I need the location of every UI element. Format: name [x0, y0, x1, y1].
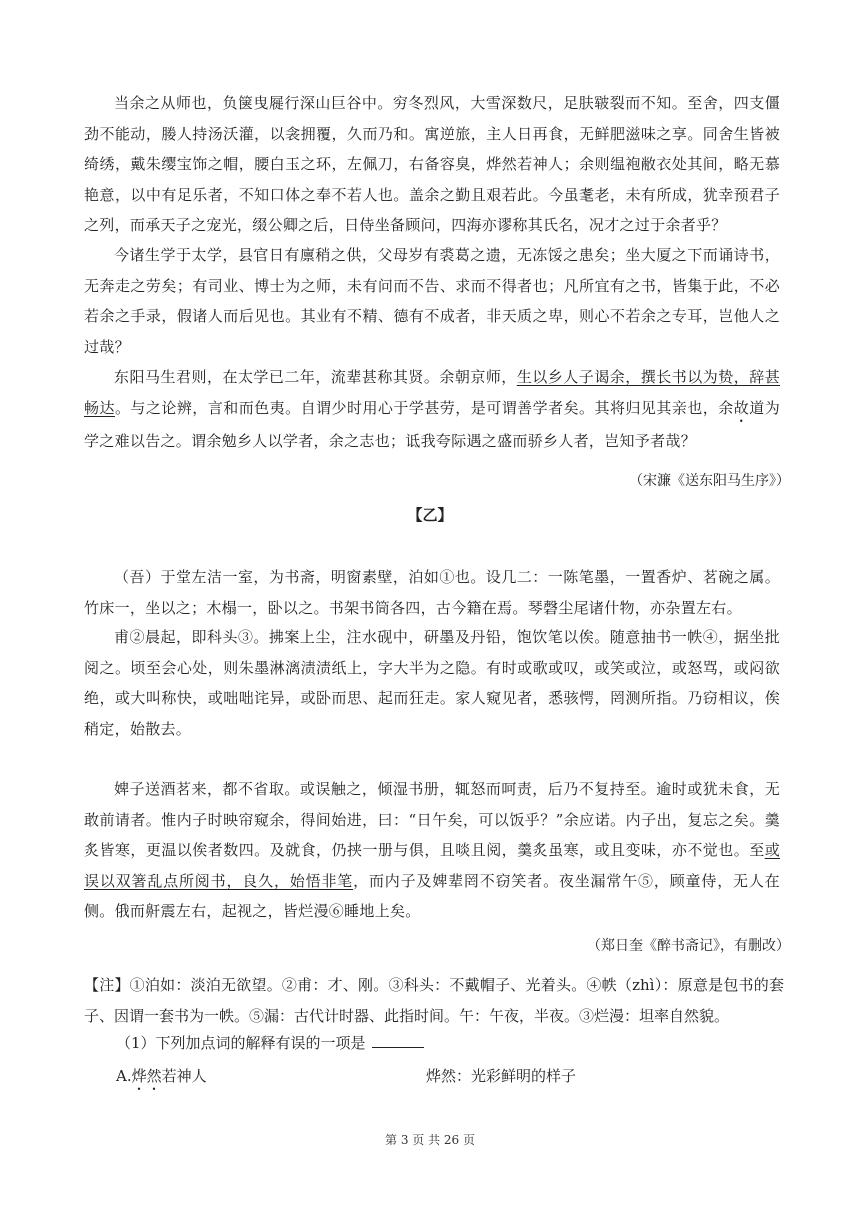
jia-paragraph-1: 当余之从师也，负箧曳屣行深山巨谷中。穷冬烈风，大雪深数尺，足肤皲裂而不知。至舍，四支僵劲不能动，媵人持汤沃灌，以衾拥覆，久而乃和。寓逆旅，主人日再食，无鲜肥滋味之享。同舍生皆被绮绣，戴朱缨宝饰之帽，腰白玉之环，左佩刀，右备容臭，烨然若神人；余则缊袍敝衣处其间，略无慕艳意，以中有足乐者，不知口体之奉不若人也。盖余之勤且艰若此。今虽耄老，未有所成，犹幸预君子之列，而承天子之宠光，缀公卿之后，日侍坐备顾问，四海亦谬称其氏名，况才之过于余者乎？	[84, 94, 780, 234]
yi-paragraph-1: （吾）于堂左洁一室，为书斋，明窗素壁，泊如①也。设几二：一陈笔墨，一置香炉、茗碗之属。竹床一，坐以之；木榻一，卧以之。书架书筒各四，古今籍在焉。琴磬尘尾诸什物，亦杂置左右。	[84, 568, 780, 617]
yi-paragraph-2: 甫②晨起，即科头③。拂案上尘，注水砚中，研墨及丹铅，饱饮笔以俟。随意抽书一帙④，据坐批阅之。顷至会心处，则朱墨淋漓渍渍纸上，字大半为之隐。有时或歌或叹，或笑或泣，或怒骂，或闷欲绝，或大叫称快，或咄咄诧异，或卧而思、起而狂走。家人窥见者，悉骇愕，罔测所指。乃窃相议，俟稍定，始散去。	[84, 628, 780, 738]
option-a-definition: 烨然：光彩鲜明的样子	[426, 1067, 577, 1085]
option-a-dotted-word: 烨然	[131, 1067, 162, 1085]
jia-paragraph-2: 今诸生学于太学，县官日有廪稍之供，父母岁有裘葛之遗，无冻馁之患矣；坐大厦之下而诵诗书，无奔走之劳矣；有司业、博士为之师，未有问而不告、求而不得者也；凡所宜有之书，皆集于此，不必若余之手录，假诸人而后见也。其业有不精、德有不成者，非天质之卑，则心不若余之专耳，岂他人之过哉？	[84, 246, 780, 356]
option-a-rest: 若神人	[161, 1067, 207, 1085]
yi-p3-underlined: 或误以双箸乱点所阅书，良久，始悟非笔	[84, 841, 780, 890]
jia-p3-text-a: 东阳马生君则，在太学已二年，流辈甚称其贤。余朝京师，	[114, 368, 517, 386]
jia-p3-text-c: 道为学之难以告之。谓余勉乡人以学者，余之志也；诋我夸际遇之盛而骄乡人者，岂知予者哉？	[84, 398, 780, 450]
yi-p3-text-b: ，而内子及婢辈罔不窃笑者。夜坐漏常午⑤，顾童侍，无人在侧。俄而鼾震左右，起视之，皆烂漫⑥睡地上矣。	[84, 871, 780, 920]
option-a	[116, 1065, 207, 1094]
yi-p3-text-a: 婢子送酒茗来，都不省取。或误触之，倾湿书册，辄怒而呵责，后乃不复持至。逾时或犹未食，无敢前请者。惟内子时映帘窥余，得间始进，曰：“日午矣，可以饭乎？”余应诺。内子出，复忘之矣。羹炙皆寒，更温以俟者数四。及就食，仍挟一册与俱，且啖且阅，羹炙虽寒，或且变味，亦不觉也。至	[84, 780, 780, 859]
jia-p3-dotted-word: 故	[733, 398, 750, 417]
jia-source: （宋濂《送东阳马生序》）	[629, 473, 790, 489]
answer-blank[interactable]	[372, 1033, 424, 1048]
yi-heading: 【乙】	[407, 506, 453, 524]
question-1	[116, 1032, 424, 1053]
question-1-text: （1）下列加点词的解释有误的一项是	[116, 1034, 366, 1052]
jia-p3-underlined: 生以乡人子谒余，撰长书以为贽，辞甚畅达	[84, 368, 780, 417]
annotation-notes: 【注】①泊如：淡泊无欲望。②甫：才、刚。③科头：不戴帽子、光着头。④帙（zhì）：原意是包书的套子、因谓一套书为一帙。⑤漏：古代计时器、此指时间。午：午夜，半夜。③烂漫：坦率自然貌。	[84, 976, 784, 1025]
jia-paragraph-3	[84, 362, 780, 456]
page-footer: 第 3 页 共 26 页	[385, 1133, 475, 1147]
yi-source: （郑日奎《醉书斋记》，有删改）	[587, 938, 790, 954]
option-a-label: A.	[116, 1067, 132, 1085]
jia-p3-text-b: 。与之论辨，言和而色夷。自谓少时用心于学甚劳，是可谓善学者矣。其将归见其亲也，余	[114, 398, 734, 417]
yi-paragraph-3	[84, 774, 780, 927]
